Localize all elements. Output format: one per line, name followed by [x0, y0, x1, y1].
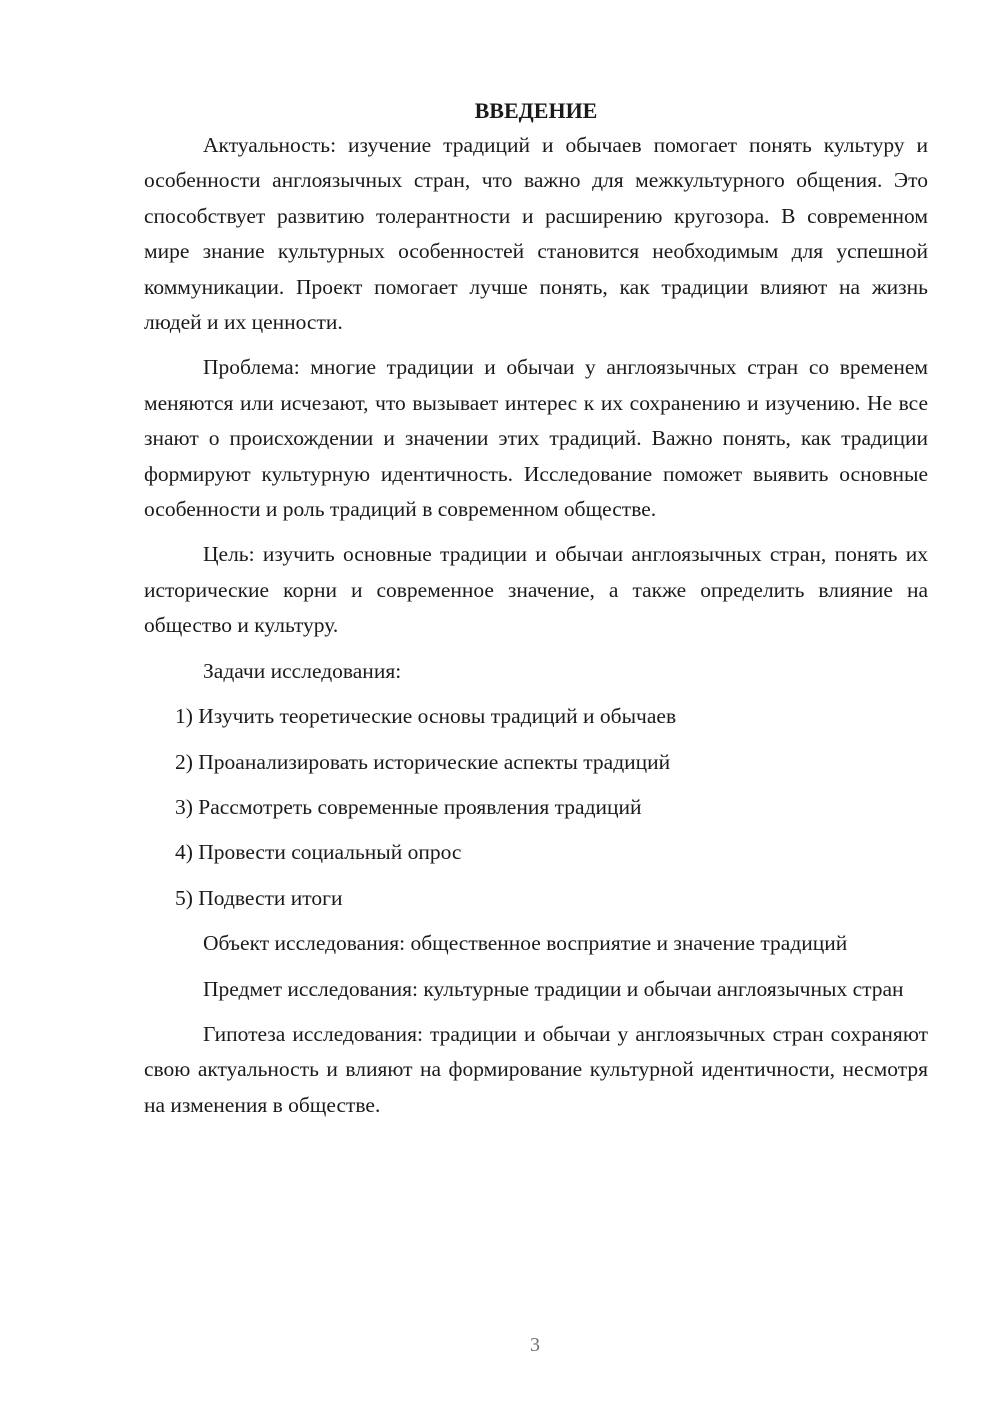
page-content — [144, 94, 928, 1133]
task-item: 5) Подвести итоги — [175, 885, 343, 910]
goal-paragraph: Цель: изучить основные традиции и обычаи англоязычных стран, понять их исторические корни и современное значение, а также определить влияние на общество и культуру. — [144, 542, 928, 638]
page-title: ВВЕДЕНИЕ — [474, 98, 598, 123]
task-item: 1) Изучить теоретические основы традиций и обычаев — [175, 704, 677, 729]
tasks-list — [144, 699, 928, 916]
subject-paragraph: Предмет исследования: культурные традиции и обычаи англоязычных стран — [203, 976, 904, 1001]
hypothesis-paragraph: Гипотеза исследования: традиции и обычаи у англоязычных стран сохраняют свою актуальность и влияют на формирование культурной идентичности, несмотря на изменения в обществе. — [144, 1021, 928, 1117]
task-item: 3) Рассмотреть современные проявления традиций — [175, 794, 642, 819]
tasks-label: Задачи исследования: — [203, 658, 402, 683]
problem-paragraph: Проблема: многие традиции и обычаи у англоязычных стран со временем меняются или исчезают, что вызывает интерес к их сохранению и изучению. Не все знают о происхождении и значении этих традиций. Важно понять, как традиции формируют культурную идентичность. Исследование поможет выявить основные особенности и роль традиций в современном обществе. — [144, 355, 928, 522]
object-paragraph: Объект исследования: общественное восприятие и значение традиций — [203, 931, 848, 956]
task-item: 4) Провести социальный опрос — [175, 840, 462, 865]
relevance-paragraph: Актуальность: изучение традиций и обычаев помогает понять культуру и особенности англоязычных стран, что важно для межкультурного общения. Это способствует развитию толерантности и расширению кругозора. В современном мире знание культурных особенностей становится необходимым для успешной коммуникации. Проект помогает лучше понять, как традиции влияют на жизнь людей и их ценности. — [144, 133, 928, 335]
page-number: 3 — [530, 1334, 540, 1356]
task-item: 2) Проанализировать исторические аспекты традиций — [175, 749, 671, 774]
